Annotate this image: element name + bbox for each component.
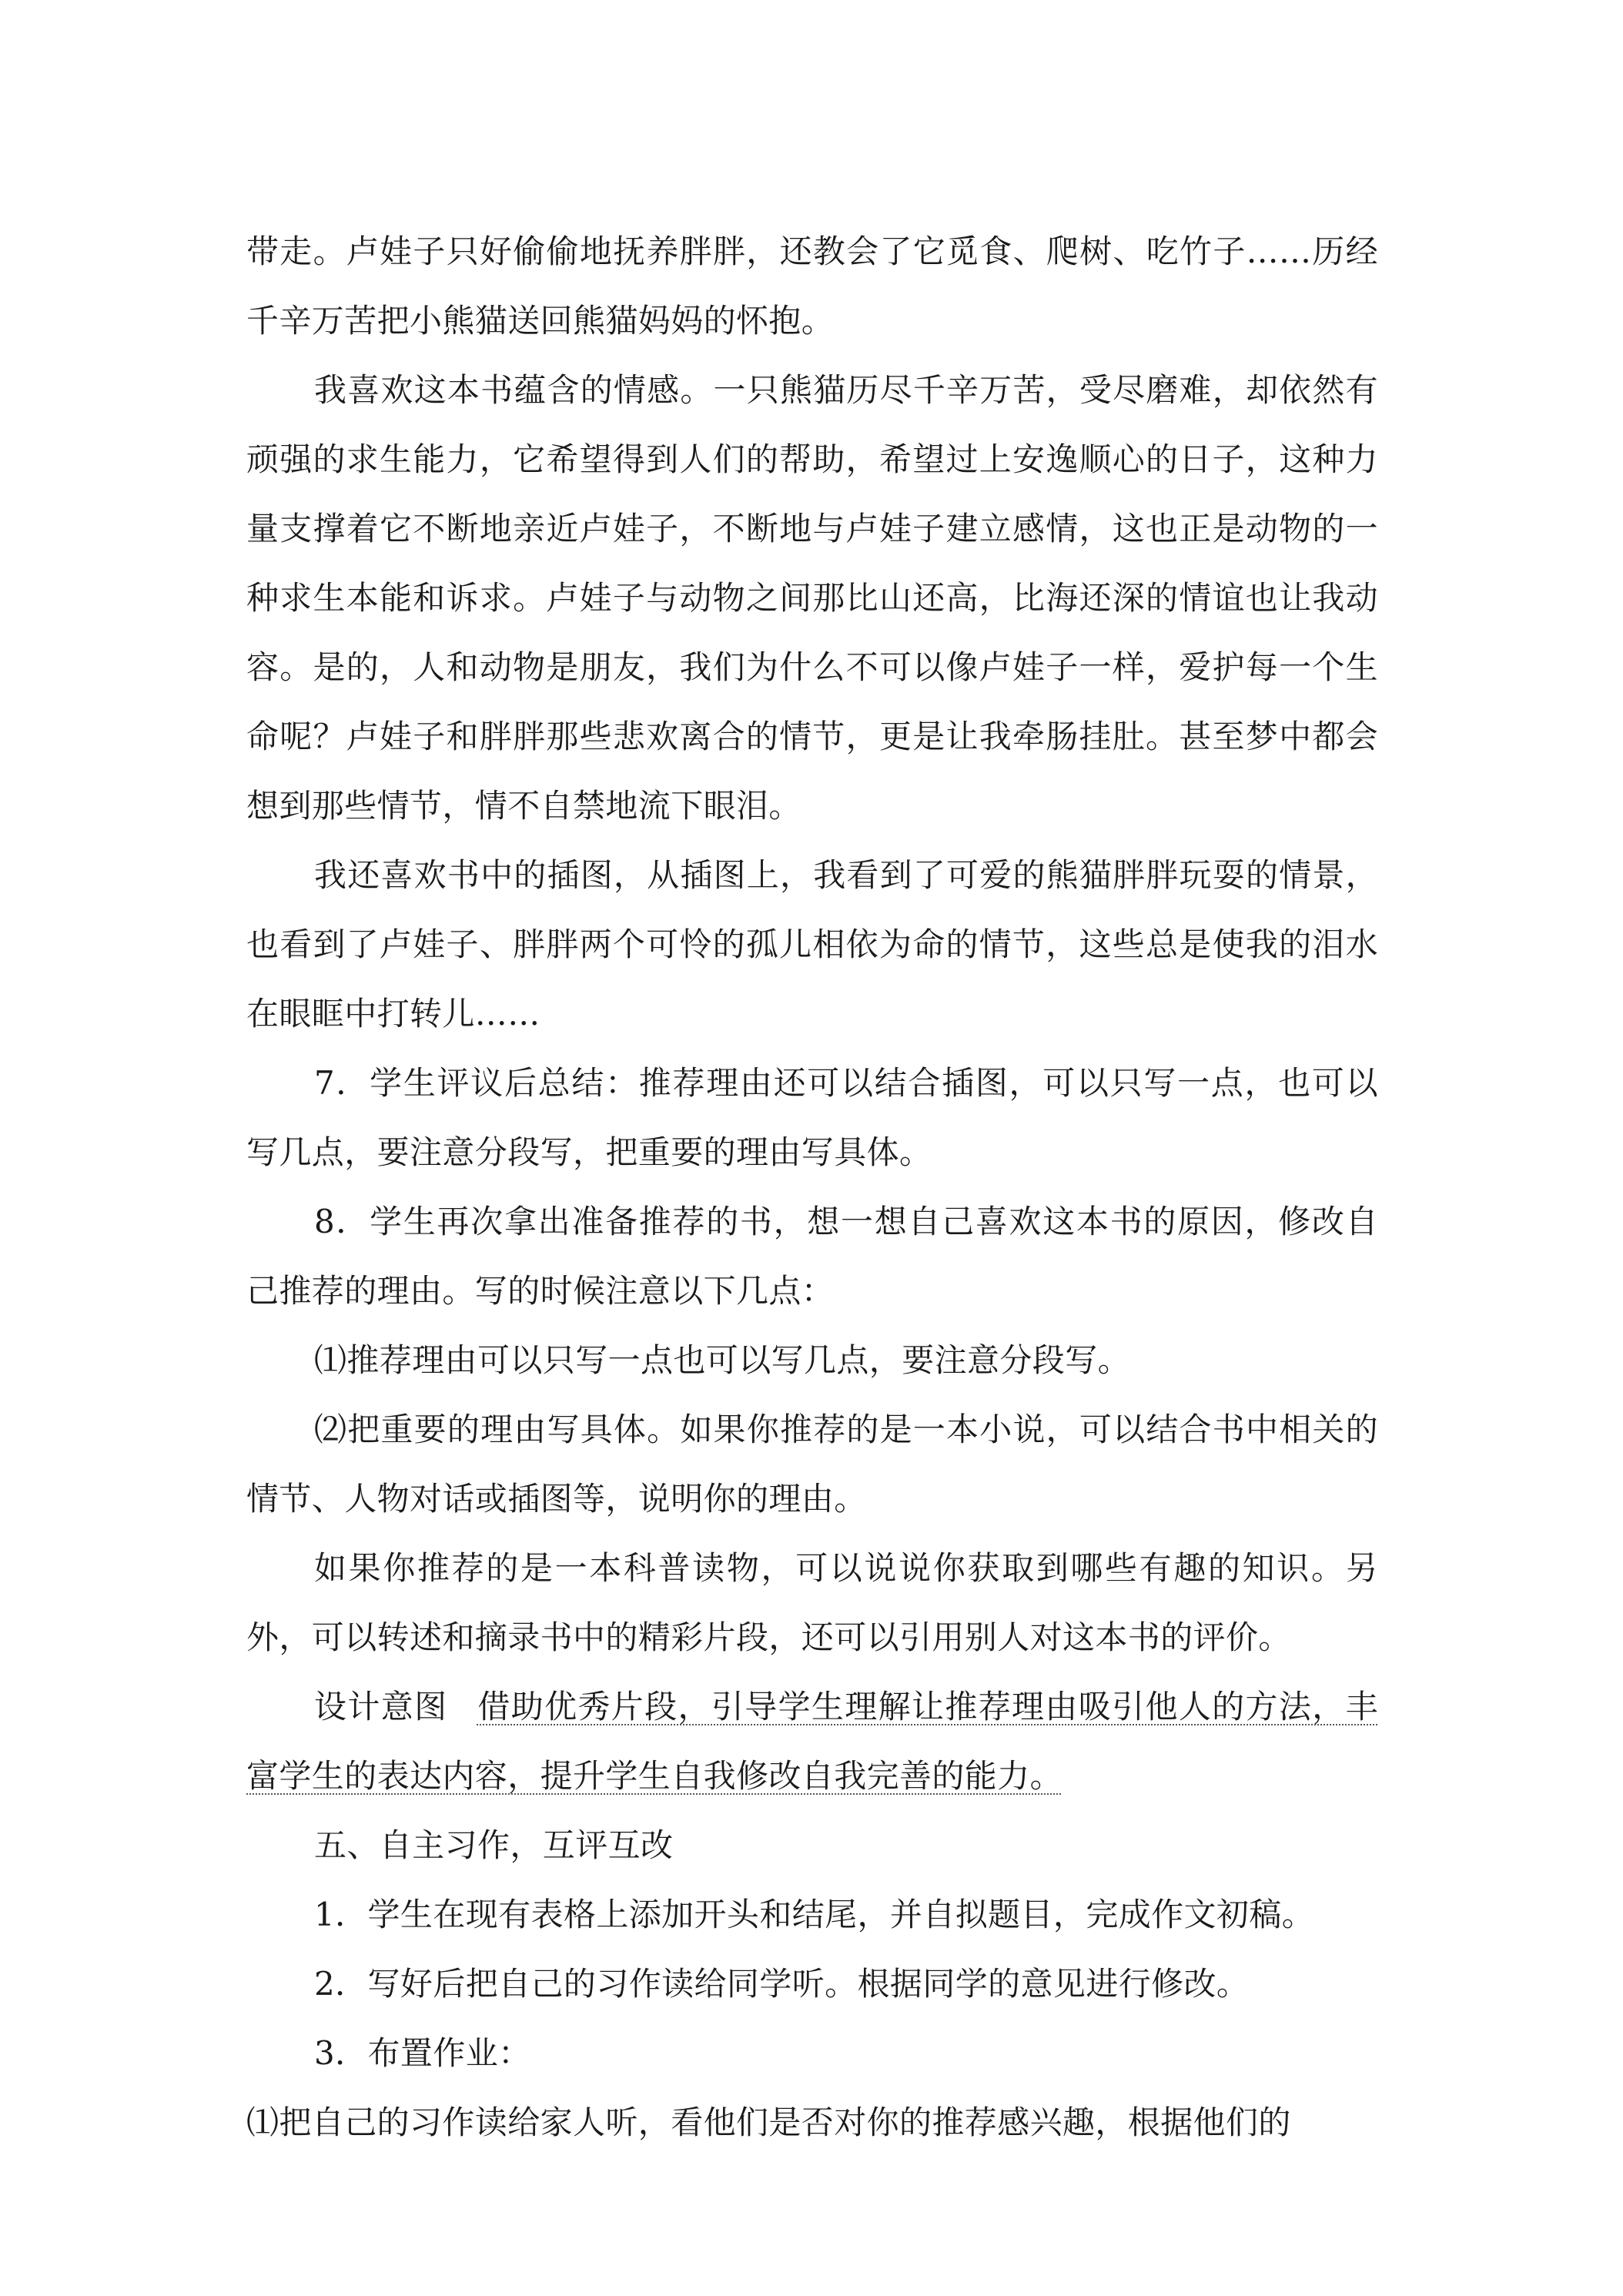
design-intent-label: 设计意图 [314, 1688, 448, 1725]
section-heading-5: 五、自主习作，互评互改 [314, 1826, 674, 1864]
paragraph-task-1: 1．学生在现有表格上添加开头和结尾，并自拟题目，完成作文初稿。 [314, 1896, 1315, 1933]
paragraph-task-3: 3．布置作业： [314, 2034, 531, 2072]
design-intent-paragraph [246, 1672, 1378, 1811]
paragraph-story-ending: 带走。卢娃子只好偷偷地抚养胖胖，还教会了它觅食、爬树、吃竹子……历经千辛万苦把小熊猫送回熊猫妈妈的怀抱。 [246, 233, 1378, 340]
design-intent-text: 借助优秀片段，引导学生理解让推荐理由吸引他人的方法，丰富学生的表达内容，提升学生自我修改自我完善的能力。 [246, 1688, 1378, 1795]
paragraph-point-2: ⑵把重要的理由写具体。如果你推荐的是一本小说，可以结合书中相关的情节、人物对话或插图等，说明你的理由。 [246, 1411, 1378, 1518]
paragraph-step-7: 7．学生评议后总结：推荐理由还可以结合插图，可以只写一点，也可以写几点，要注意分段写，把重要的理由写具体。 [246, 1064, 1378, 1171]
paragraph-emotion: 我喜欢这本书蕴含的情感。一只熊猫历尽千辛万苦，受尽磨难，却依然有顽强的求生能力，它希望得到人们的帮助，希望过上安逸顺心的日子，这种力量支撑着它不断地亲近卢娃子，不断地与卢娃子建立感情，这也正是动物的一种求生本能和诉求。卢娃子与动物之间那比山还高，比海还深的情谊也让我动容。是的，人和动物是朋友，我们为什么不可以像卢娃子一样，爱护每一个生命呢？卢娃子和胖胖那些悲欢离合的情节，更是让我牵肠挂肚。甚至梦中都会想到那些情节，情不自禁地流下眼泪。 [246, 371, 1378, 825]
paragraph-homework-1: ⑴把自己的习作读给家人听，看他们是否对你的推荐感兴趣，根据他们的 [246, 2104, 1291, 2141]
document-body [246, 217, 1378, 2157]
paragraph-point-1: ⑴推荐理由可以只写一点也可以写几点，要注意分段写。 [314, 1341, 1131, 1379]
paragraph-task-2: 2．写好后把自己的习作读给同学听。根据同学的意见进行修改。 [314, 1965, 1250, 2003]
paragraph-illustrations: 我还喜欢书中的插图，从插图上，我看到了可爱的熊猫胖胖玩耍的情景，也看到了卢娃子、胖胖两个可怜的孤儿相依为命的情节，这些总是使我的泪水在眼眶中打转儿…… [246, 856, 1378, 1033]
paragraph-science-reading: 如果你推荐的是一本科普读物，可以说说你获取到哪些有趣的知识。另外，可以转述和摘录书中的精彩片段，还可以引用别人对这本书的评价。 [246, 1549, 1378, 1656]
paragraph-step-8: 8．学生再次拿出准备推荐的书，想一想自己喜欢这本书的原因，修改自己推荐的理由。写的时候注意以下几点： [246, 1203, 1378, 1310]
